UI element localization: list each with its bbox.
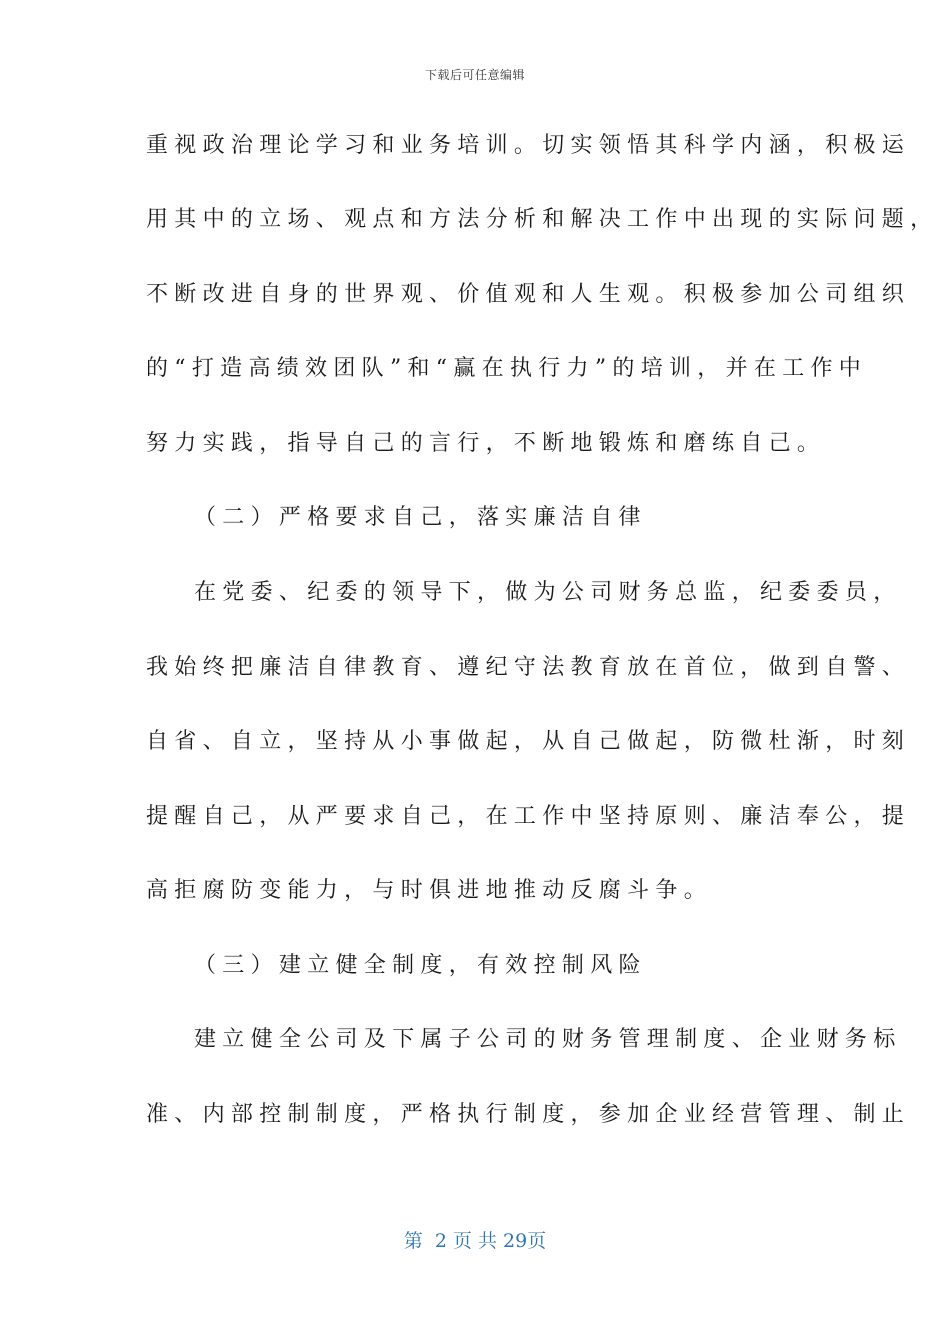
body-line: 我始终把廉洁自律教育、遵纪守法教育放在首位，做到自警、 xyxy=(146,655,911,680)
section-heading: （三）建立健全制度，有效控制风险 xyxy=(194,953,647,978)
body-line: 在党委、纪委的领导下，做为公司财务总监，纪委委员， xyxy=(194,580,902,605)
body-line: 高拒腐防变能力，与时俱进地推动反腐斗争。 xyxy=(146,878,713,903)
body-line: 提醒自己，从严要求自己，在工作中坚持原则、廉洁奉公，提 xyxy=(146,804,911,829)
section-heading: （二）严格要求自己，落实廉洁自律 xyxy=(194,505,647,530)
page-number-footer: 第 2 页 共 29页 xyxy=(403,1230,547,1252)
body-line: 努力实践，指导自己的言行，不断地锻炼和磨练自己。 xyxy=(146,431,826,456)
page-header: 下载后可任意编辑 xyxy=(424,68,525,82)
body-line: 建立健全公司及下属子公司的财务管理制度、企业财务标 xyxy=(194,1027,902,1052)
body-line: 重视政治理论学习和业务培训。切实领悟其科学内涵，积极运 xyxy=(146,133,911,158)
body-line: 的“打造高绩效团队”和“赢在执行力”的培训，并在工作中 xyxy=(146,356,868,381)
body-line: 不断改进自身的世界观、价值观和人生观。积极参加公司组织 xyxy=(146,282,911,307)
body-line: 准、内部控制制度，严格执行制度，参加企业经营管理、制止 xyxy=(146,1102,911,1127)
body-line: 自省、自立，坚持从小事做起，从自己做起，防微杜渐，时刻 xyxy=(146,729,911,754)
body-line: 用其中的立场、观点和方法分析和解决工作中出现的实际问题， xyxy=(146,207,939,232)
